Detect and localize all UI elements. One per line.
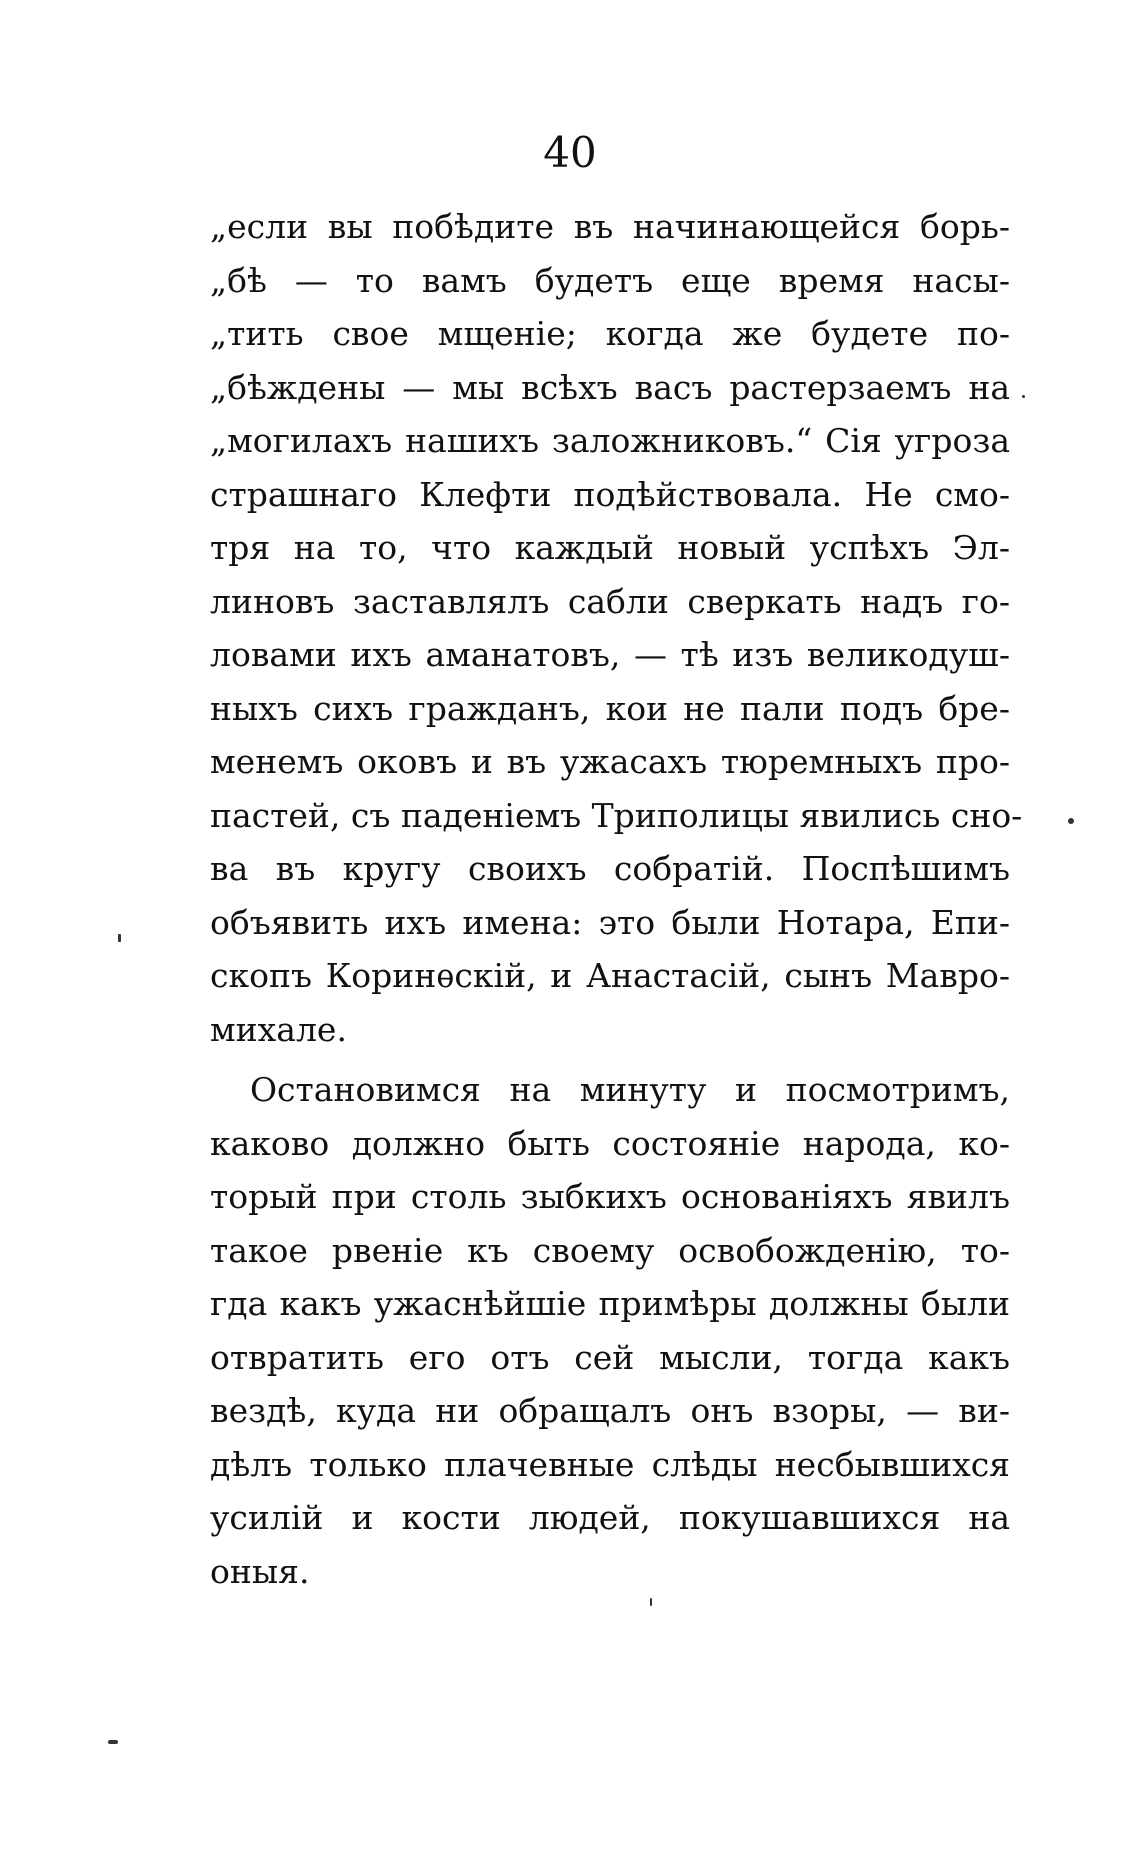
text-line: „бѣ — то вамъ будетъ еще время насы- <box>210 260 1010 300</box>
text-line: оныя. <box>210 1551 310 1591</box>
text-line: ловами ихъ аманатовъ, — тѣ изъ великодуш- <box>210 635 1010 674</box>
scan-speck <box>108 1740 118 1744</box>
text-line: Остановимся на минуту и посмотримъ, <box>250 1070 1010 1109</box>
text-line: страшнаго Клефти подѣйствовала. Не смо- <box>210 474 1010 514</box>
text-line: отвратить его отъ сей мысли, тогда какъ <box>210 1337 1010 1377</box>
scan-speck <box>1068 818 1074 824</box>
text-line: „могилахъ нашихъ заложниковъ.“ Сія угроза <box>210 421 1010 460</box>
text-line: тря на то, что каждый новый успѣхъ Эл- <box>210 528 1010 567</box>
text-line: объявить ихъ имена: это были Нотара, Епи- <box>210 902 1010 942</box>
text-line: михале. <box>210 1009 347 1049</box>
paragraph-2 <box>210 1063 1010 1598</box>
text-line: торый при столь зыбкихъ основаніяхъ явилъ <box>210 1177 1010 1216</box>
text-line: такое рвеніе къ своему освобожденію, то- <box>210 1230 1010 1270</box>
text-line: вездѣ, куда ни обращалъ онъ взоры, — ви- <box>210 1391 1010 1430</box>
text-line: „если вы побѣдите въ начинающейся борь- <box>210 207 1010 246</box>
text-line: усилій и кости людей, покушавшихся на <box>210 1498 1010 1537</box>
text-line: менемъ оковъ и въ ужасахъ тюремныхъ про- <box>210 742 1010 781</box>
scan-speck <box>1022 395 1025 398</box>
text-line: дѣлъ только плачевные слѣды несбывшихся <box>210 1444 1010 1484</box>
text-line: скопъ Коринѳскій, и Анастасій, сынъ Мавро- <box>210 956 1010 995</box>
text-line: гда какъ ужаснѣйшіе примѣры должны были <box>210 1284 1010 1323</box>
scan-speck <box>118 934 121 942</box>
text-line: „бѣждены — мы всѣхъ васъ растерзаемъ на <box>210 367 1010 407</box>
text-line: каково должно быть состояніе народа, ко- <box>210 1123 1010 1163</box>
text-line: „тить свое мщеніе; когда же будете по- <box>210 314 1010 353</box>
paragraph-1 <box>210 200 1023 1056</box>
scan-speck <box>650 1598 652 1606</box>
page-number: 40 <box>543 128 597 177</box>
text-line: ва въ кругу своихъ собратій. Поспѣшимъ <box>210 849 1010 888</box>
text-line: линовъ заставлялъ сабли сверкать надъ го- <box>210 581 1010 621</box>
text-line: ныхъ сихъ гражданъ, кои не пали подъ бре- <box>210 688 1010 728</box>
text-line: пастей, съ паденіемъ Триполицы явились сно- <box>210 795 1023 835</box>
